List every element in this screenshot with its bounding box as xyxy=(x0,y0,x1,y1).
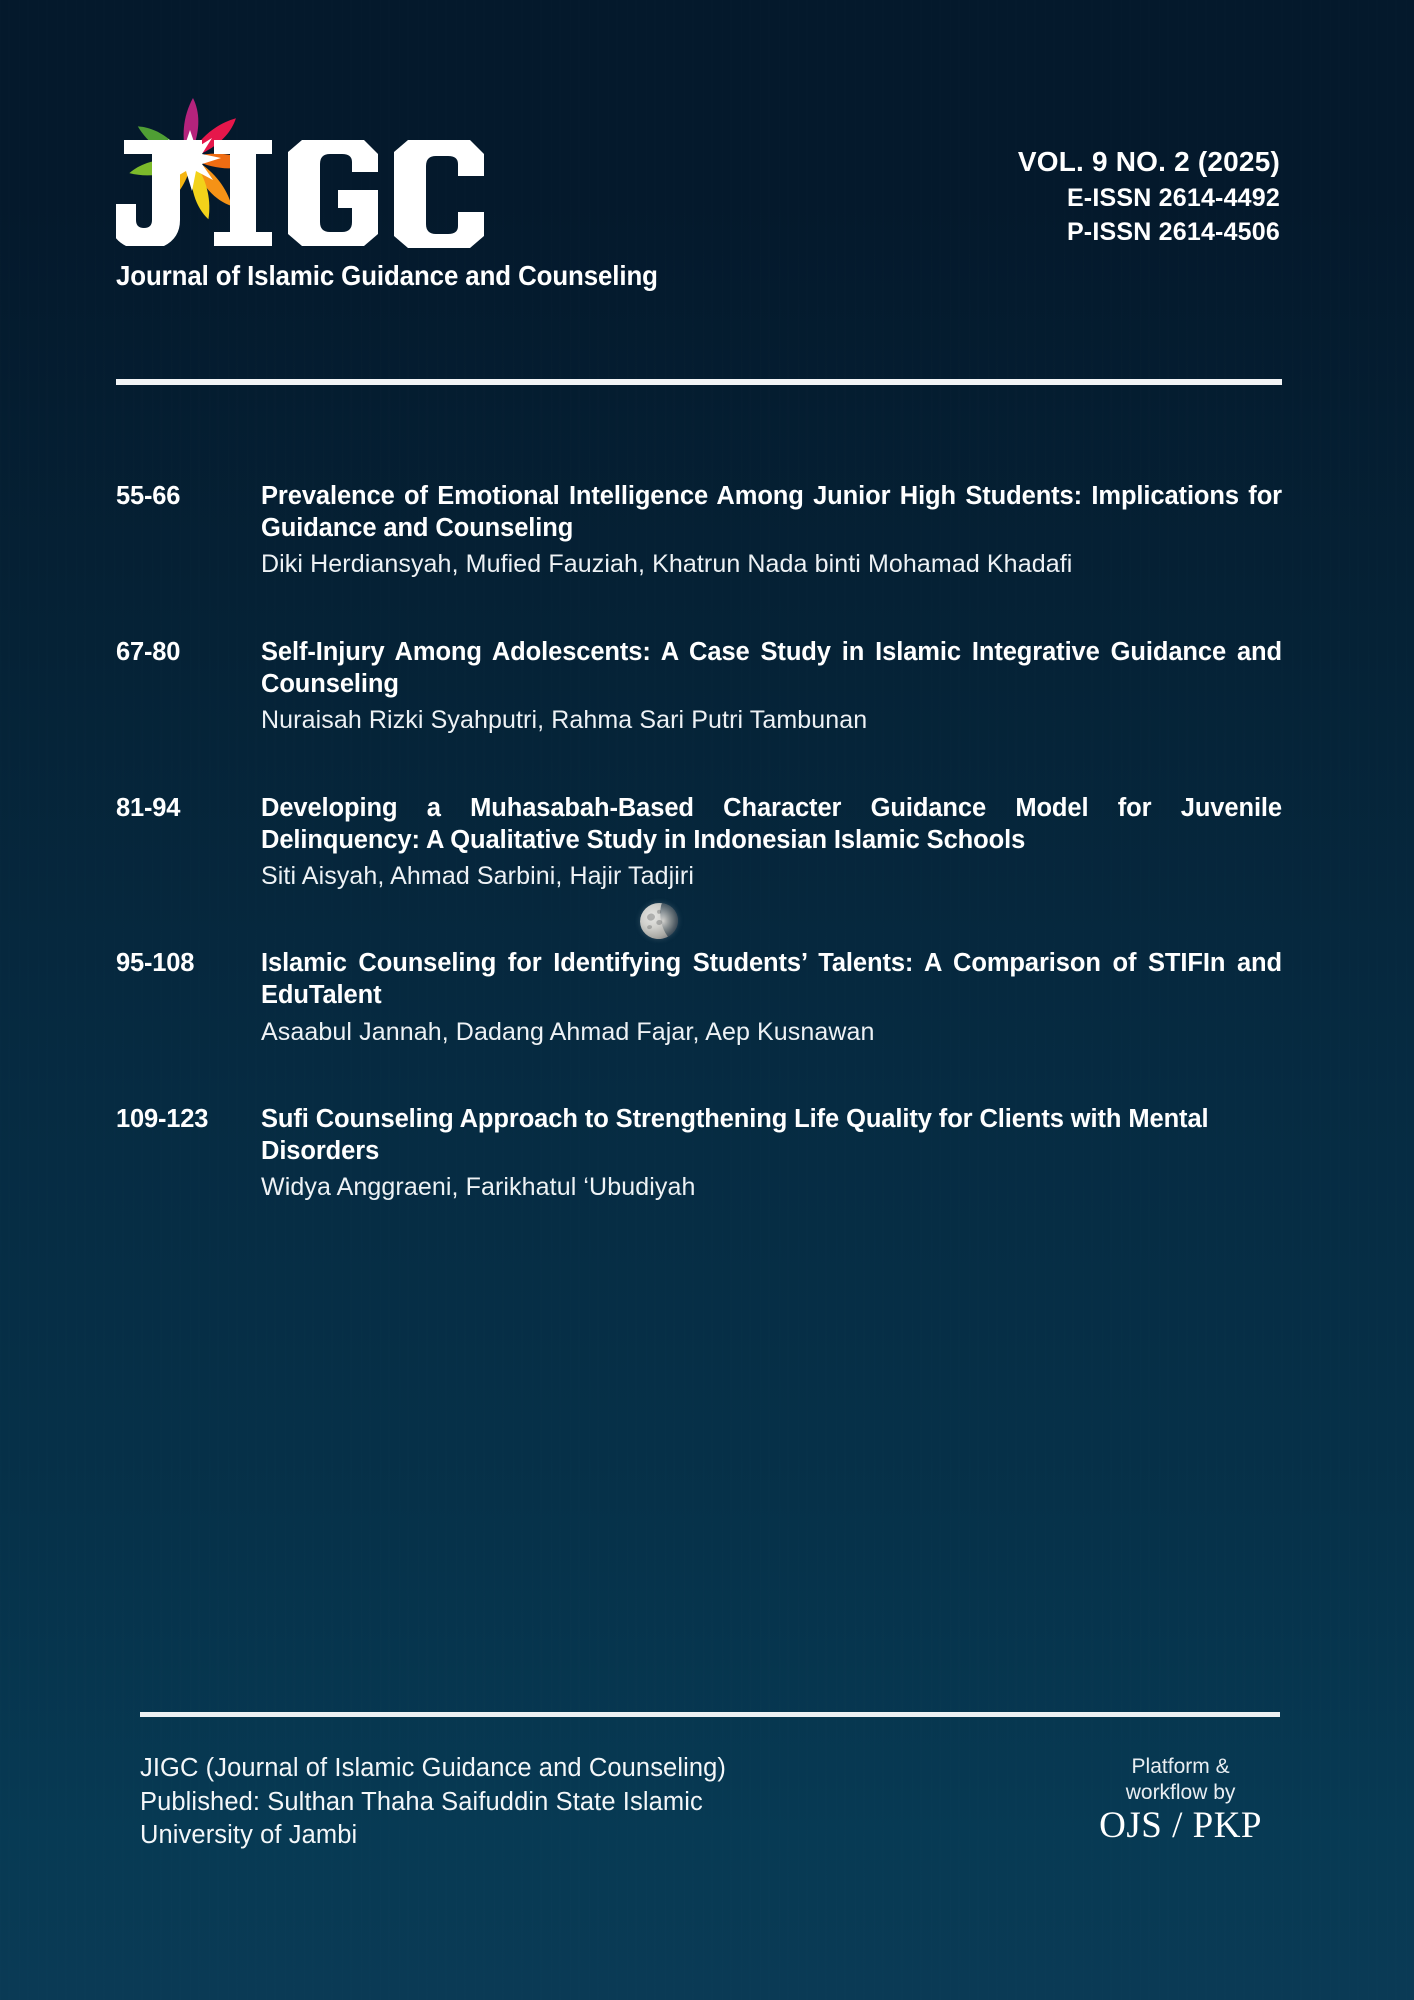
platform-line-1: Platform & xyxy=(1131,1755,1230,1778)
journal-logo xyxy=(116,96,496,256)
article-title[interactable]: Sufi Counseling Approach to Strengthening Life Quality for Clients with Mental Disorders xyxy=(261,1105,1209,1166)
article-title[interactable]: Developing a Muhasabah-Based Character Guidance Model for Juvenile Delinquency: A Qualitative Study in Indonesian Islamic Schools xyxy=(261,793,1282,854)
ojs-pkp-logo: OJS / PKP xyxy=(1099,1805,1262,1847)
publisher-line-2: Published: Sulthan Thaha Saifuddin State Islamic xyxy=(140,1787,703,1816)
page-range: 55-66 xyxy=(116,482,181,510)
publisher-line-1: JIGC (Journal of Islamic Guidance and Counseling) xyxy=(140,1754,727,1782)
moon-crater xyxy=(656,920,663,926)
moon-crater xyxy=(647,925,653,930)
issue-volume: VOL. 9 NO. 2 (2025) xyxy=(1017,146,1280,177)
page-range: 81-94 xyxy=(116,793,181,822)
article-authors: Diki Herdiansyah, Mufied Fauziah, Khatrun Nada binti Mohamad Khadafi xyxy=(261,550,1073,579)
article-authors: Widya Anggraeni, Farikhatul ‘Ubudiyah xyxy=(261,1173,696,1202)
article-authors: Asaabul Jannah, Dadang Ahmad Fajar, Aep Kusnawan xyxy=(261,1017,875,1046)
article-title[interactable]: Prevalence of Emotional Intelligence Among Junior High Students: Implications for Guidance and Counseling xyxy=(261,482,1282,543)
article-authors: Nuraisah Rizki Syahputri, Rahma Sari Putri Tambunan xyxy=(261,706,868,734)
brand-block xyxy=(116,96,796,292)
page-range: 67-80 xyxy=(116,637,181,666)
moon-image xyxy=(640,903,682,945)
table-of-contents xyxy=(116,480,1282,1259)
publisher-line-3: University of Jambi xyxy=(140,1821,358,1850)
article-title[interactable]: Self-Injury Among Adolescents: A Case Study in Islamic Integrative Guidance and Counseling xyxy=(261,637,1282,698)
toc-entry[interactable] xyxy=(116,947,1282,1047)
journal-subtitle: Journal of Islamic Guidance and Counseling xyxy=(116,260,658,291)
issue-eissn: E-ISSN 2614-4492 xyxy=(1066,183,1280,212)
header-divider xyxy=(116,379,1282,385)
cover-footer xyxy=(140,1752,1280,1853)
article-authors: Siti Aisyah, Ahmad Sarbini, Hajir Tadjiri xyxy=(261,861,694,890)
article-title[interactable]: Islamic Counseling for Identifying Students’ Talents: A Comparison of STIFIn and EduTalent xyxy=(261,949,1282,1010)
toc-entry[interactable] xyxy=(116,480,1282,580)
footer-divider xyxy=(140,1712,1280,1717)
ojs-pkp-credit xyxy=(1099,1752,1280,1846)
toc-entry[interactable] xyxy=(116,1103,1282,1203)
moon-crater xyxy=(657,910,662,915)
issue-pissn: P-ISSN 2614-4506 xyxy=(1066,217,1280,246)
jigc-wordmark xyxy=(116,140,496,250)
issue-info xyxy=(1018,144,1280,249)
toc-entry[interactable] xyxy=(116,636,1282,736)
publisher-info xyxy=(140,1752,726,1853)
moon-crater xyxy=(646,913,655,922)
toc-entry[interactable] xyxy=(116,792,1282,892)
moon-disc xyxy=(637,900,682,943)
platform-line-2: workflow by xyxy=(1125,1780,1236,1804)
cover-header xyxy=(116,96,1280,346)
page-range: 95-108 xyxy=(116,949,195,978)
page-range: 109-123 xyxy=(116,1105,209,1133)
